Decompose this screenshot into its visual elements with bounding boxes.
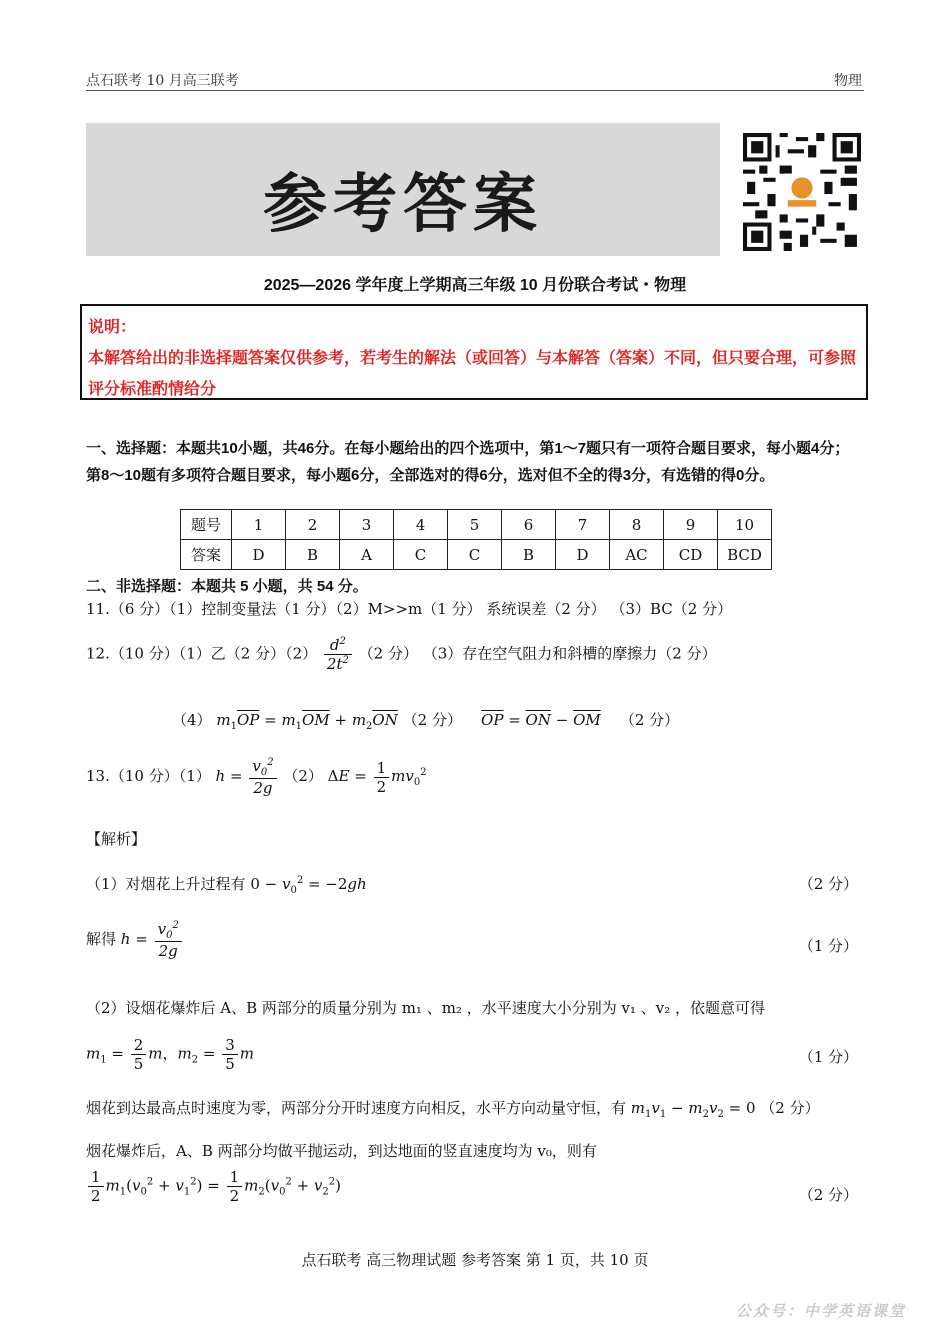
page-footer: 点石联考 高三物理试题 参考答案 第 1 页，共 10 页 xyxy=(301,1251,649,1269)
analysis-label: 【解析】 xyxy=(86,830,147,848)
table-cell: 3 xyxy=(340,510,394,540)
table-cell: CD xyxy=(664,540,718,570)
q12-part3: （3）存在空气阻力和斜槽的摩擦力（2 分） xyxy=(422,644,717,663)
table-cell: C xyxy=(394,540,448,570)
q12-part4-score-a: （2 分） xyxy=(402,711,462,729)
watermark: 公众号：中学英语课堂 xyxy=(735,1302,906,1320)
banner-title: 参考答案 xyxy=(263,167,543,242)
exam-subtitle: 2025—2026 学年度上学期高三年级 10 月份联合考试・物理 xyxy=(263,277,687,294)
row-label: 答案 xyxy=(181,540,232,570)
table-row xyxy=(181,540,772,570)
header-divider xyxy=(86,90,864,91)
q12-prefix: 12.（10 分）（1）乙（2 分）（2） xyxy=(86,644,318,663)
solve-line: 解得 h = $\frac{v_0^2}{2g}$ xyxy=(86,920,184,960)
notice-heading: 说明： xyxy=(88,319,137,336)
solve-text: 解得 xyxy=(86,930,117,948)
momentum-line: 烟花到达最高点时速度为零，两部分分开时速度方向相反，水平方向动量守恒，有 $m_1v_1 - m_2v_2 = 0$ （2 分） xyxy=(86,1099,820,1120)
header-right: 物理 xyxy=(834,73,862,89)
step1-score: （2 分） xyxy=(798,875,858,893)
q12-part4-score-b: （2 分） xyxy=(619,711,680,729)
q12-formula: $\frac{d^2}{2t^2}$ xyxy=(324,636,352,673)
energy-score: （2 分） xyxy=(798,1186,858,1204)
answer-table xyxy=(180,509,772,570)
table-cell: D xyxy=(556,540,610,570)
table-cell: A xyxy=(340,540,394,570)
q13-part2: （2） xyxy=(283,767,323,785)
solve-score: （1 分） xyxy=(798,937,858,955)
fall-text: 烟花爆炸后，A、B 两部分均做平抛运动，到达地面的竖直速度均为 v₀，则有 xyxy=(86,1142,597,1160)
table-cell: 1 xyxy=(232,510,286,540)
title-banner xyxy=(86,123,720,256)
notice-body: 本解答给出的非选择题答案仅供参考，若考生的解法（或回答）与本解答（答案）不同，但只要合理，可参照评分标准酌情给分 xyxy=(88,350,857,398)
q13-height-formula: $\frac{v_0^2}{2g}$ xyxy=(249,757,276,797)
table-cell: C xyxy=(448,540,502,570)
q12-part4-line xyxy=(172,709,679,732)
table-cell: 7 xyxy=(556,510,610,540)
mass-ratio-formula: $m_1$ = $\frac{2}{5}$ m，$m_2$ = $\frac{3}{5}$ m xyxy=(86,1036,255,1073)
q13-answer-line: 13.（10 分）（1） h = $\frac{v_0^2}{2g}$ （2） ΔE = $\frac{1}{2}$ $mv_0^2$ xyxy=(86,757,427,797)
step1-text: （1）对烟花上升过程有 xyxy=(86,875,246,893)
table-row xyxy=(181,510,772,540)
table-cell: B xyxy=(502,540,556,570)
q12-distance-formula: $\overline{OP} = \overline{ON} - \overline{OM}$ xyxy=(481,711,601,729)
momentum-score: （2 分） xyxy=(760,1099,820,1117)
table-cell: AC xyxy=(610,540,664,570)
momentum-text: 烟花到达最高点时速度为零，两部分分开时速度方向相反，水平方向动量守恒，有 xyxy=(86,1099,627,1117)
table-cell: 5 xyxy=(448,510,502,540)
table-cell: 2 xyxy=(286,510,340,540)
header-left: 点石联考 10 月高三联考 xyxy=(86,73,239,89)
q11-answer: 11.（6 分）（1）控制变量法（1 分）（2）M>>m（1 分） 系统误差（2 分） （3）BC（2 分） xyxy=(86,600,733,618)
section2-heading: 二、非选择题：本题共 5 小题，共 54 分。 xyxy=(86,578,368,595)
q12-score2: （2 分） xyxy=(358,644,418,663)
section1-instructions: 一、选择题：本题共10小题，共46分。在每小题给出的四个选项中，第1～7题只有一项符合题目要求，每小题4分；第8～10题有多项符合题目要求，每小题6分，全部选对的得6分，选对但不全的得3分，有选错的得0分。 xyxy=(86,440,850,484)
step2-text: （2）设烟花爆炸后 A、B 两部分的质量分别为 m₁ 、m₂ ，水平速度大小分别为 v₁ 、v₂ ，依题意可得 xyxy=(86,999,765,1017)
energy-formula: $\frac{1}{2}$ $m_1(v_0^2 + v_1^2)$ = $\frac{1}{2}$ $m_2(v_0^2 + v_2^2)$ xyxy=(86,1168,341,1205)
table-cell: 10 xyxy=(718,510,772,540)
row-label: 题号 xyxy=(181,510,232,540)
q13-energy-formula: $\frac{1}{2}$ xyxy=(374,759,390,796)
table-cell: D xyxy=(232,540,286,570)
mass-score: （1 分） xyxy=(798,1048,858,1066)
q12-part4-prefix: （4） xyxy=(172,711,212,729)
step1-line: （1）对烟花上升过程有 $0 - v_0^2 = -2gh$ xyxy=(86,875,367,896)
table-cell: 8 xyxy=(610,510,664,540)
table-cell: B xyxy=(286,540,340,570)
table-cell: BCD xyxy=(718,540,772,570)
table-cell: 4 xyxy=(394,510,448,540)
solve-formula: $\frac{v_0^2}{2g}$ xyxy=(155,920,182,960)
table-cell: 6 xyxy=(502,510,556,540)
q13-prefix: 13.（10 分）（1） xyxy=(86,767,211,785)
q12-momentum-formula: $m_1\overline{OP} = m_1\overline{OM} + m_2\overline{ON}$ xyxy=(216,711,398,732)
q12-answer-line xyxy=(86,636,717,673)
qr-code-icon[interactable] xyxy=(743,133,861,251)
table-cell: 9 xyxy=(664,510,718,540)
notice-box xyxy=(80,304,868,400)
